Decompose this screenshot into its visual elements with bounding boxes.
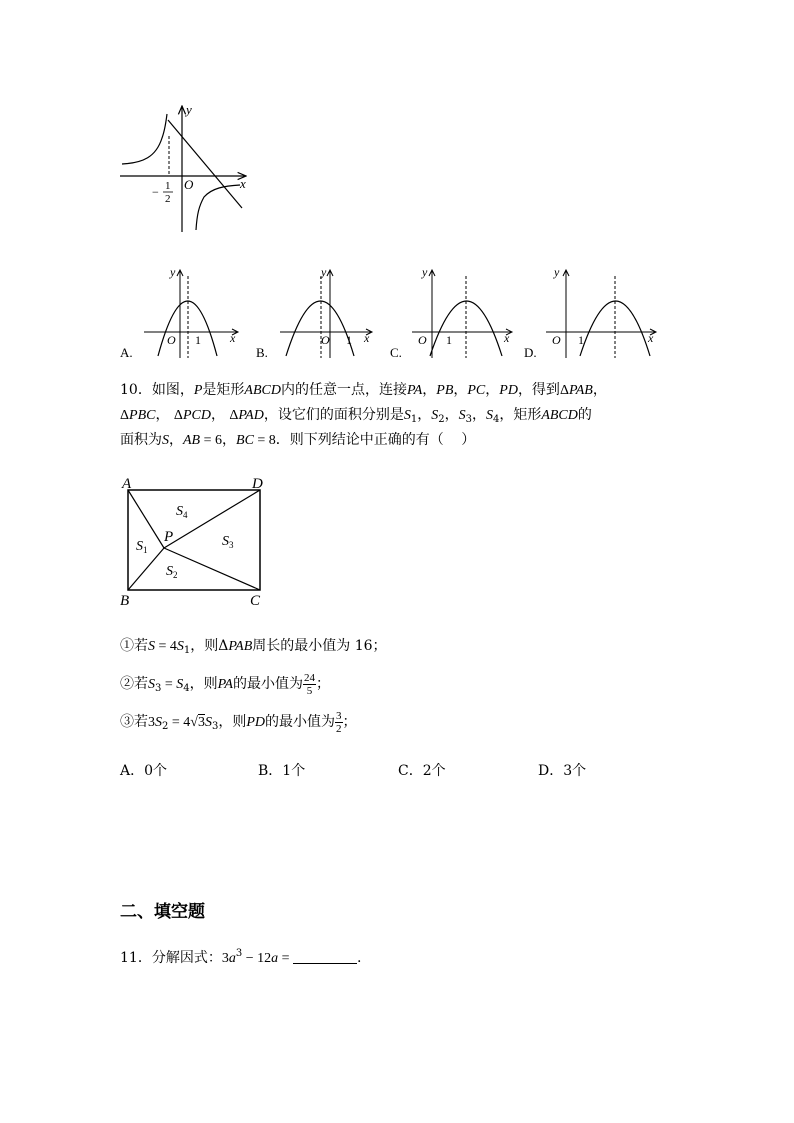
coef: 3: [148, 715, 155, 730]
text: =: [278, 951, 294, 966]
origin-label: O: [552, 333, 561, 347]
answer-blank[interactable]: [293, 949, 357, 964]
seg-pa: PA: [406, 383, 423, 398]
statement-3: [120, 708, 357, 741]
one-label: 1: [446, 333, 452, 347]
area-s4: S: [485, 408, 493, 423]
exponent: 3: [235, 948, 243, 959]
vertex-d: D: [252, 476, 263, 492]
rectangle-figure: [114, 474, 274, 614]
label-s3: $S_3$: [222, 534, 234, 550]
y-axis-label: y: [186, 102, 192, 117]
vertex-c: C: [250, 593, 261, 609]
seg-pc: PC: [467, 383, 486, 398]
comma: ，: [417, 407, 432, 423]
comma: ，: [422, 382, 437, 398]
x-label: x: [230, 331, 236, 345]
x-label: x: [364, 331, 370, 345]
one-label: 1: [346, 333, 352, 347]
point-p: P: [193, 383, 203, 398]
x-label: x: [504, 331, 510, 345]
triangle-symbol: Δ: [229, 408, 239, 423]
text: = 8．则下列结论中正确的有（ ）: [253, 433, 476, 448]
option-letter: A.: [120, 345, 133, 360]
y-label: y: [422, 265, 428, 279]
y-label: y: [170, 265, 176, 279]
rect-name: ABCD: [541, 408, 578, 423]
sub: 3: [155, 683, 162, 694]
origin-label: O: [321, 333, 330, 347]
comma: ，: [155, 407, 170, 423]
text: = 6，: [200, 433, 237, 448]
seg-pc: [164, 548, 260, 590]
section-title: 二、填空题: [120, 902, 205, 922]
text: ，则: [218, 714, 247, 730]
y-label: y: [554, 265, 560, 279]
text: ，则Δ: [190, 638, 229, 654]
option-letter: C.: [390, 345, 402, 360]
text: 面积为: [120, 432, 162, 448]
text: 的最小值为: [265, 714, 336, 730]
seg-bc: BC: [236, 433, 254, 448]
rectangle-abcd: [128, 490, 260, 590]
comma: ，: [471, 407, 486, 423]
comma: ，: [485, 382, 500, 398]
sub: 1: [410, 414, 418, 425]
tri-pad: PAD: [238, 408, 264, 423]
area-s: S: [148, 639, 155, 654]
comma: ，: [444, 407, 459, 423]
text: 周长的最小值为 16；: [252, 638, 387, 654]
x-label: x: [648, 331, 654, 345]
origin-label: O: [167, 333, 176, 347]
triangle-symbol: Δ: [120, 408, 130, 423]
sqrt-symbol: √: [190, 715, 198, 730]
text: ；: [342, 714, 357, 730]
seg-pb: PB: [436, 383, 454, 398]
triangle-symbol: Δ: [173, 408, 183, 423]
text: = 4: [168, 715, 191, 730]
area-s2: S: [155, 715, 162, 730]
var-a: a: [271, 951, 279, 966]
text: ③若: [120, 714, 148, 730]
area-s2: S: [431, 408, 439, 423]
q10-line-1: [120, 380, 607, 401]
label-s4: $S_4$: [176, 504, 188, 520]
sub: 4: [492, 414, 500, 425]
text: .: [357, 950, 362, 966]
fraction-3-2: $\frac{3}{2}$: [336, 709, 342, 735]
area-s1: S: [176, 639, 184, 654]
y-label: y: [321, 265, 327, 279]
text: ①若: [120, 638, 148, 654]
triangle-symbol: Δ: [559, 383, 569, 398]
radicand: 3: [197, 715, 205, 730]
text: = 4: [155, 639, 177, 654]
answer-a[interactable]: A．0个: [120, 763, 168, 779]
area-s3: S: [148, 677, 155, 692]
text: 是矩形: [202, 382, 245, 398]
fraction-24-5: $\frac{24}{5}$: [303, 671, 315, 697]
tri-pcd: PCD: [182, 408, 211, 423]
area-s: S: [162, 433, 169, 448]
origin-label: O: [418, 333, 427, 347]
origin-label: O: [184, 177, 194, 192]
parabola: [286, 301, 354, 356]
tri-pbc: PBC: [129, 408, 156, 423]
sub: 4: [183, 683, 190, 694]
seg-pa: PA: [217, 677, 233, 692]
text: ，得到: [517, 382, 560, 398]
sub: 2: [162, 721, 169, 732]
text: ，: [169, 432, 183, 448]
comma: ，: [592, 382, 607, 398]
sub: 3: [211, 721, 219, 732]
hyperbola-left-branch: [122, 114, 167, 164]
label-s2: $S_2$: [166, 564, 178, 580]
seg-pd: PD: [499, 383, 518, 398]
text: − 12: [242, 951, 272, 966]
text: ，则: [189, 676, 218, 692]
area-s4: S: [176, 677, 184, 692]
straight-line: [168, 120, 242, 208]
tri-pab: PAB: [568, 383, 593, 398]
one-label: 1: [195, 333, 201, 347]
text: ，矩形: [499, 407, 542, 423]
vertex-b: B: [120, 593, 130, 609]
text: 的最小值为: [232, 676, 303, 692]
tick-neg-sign: −: [152, 185, 159, 199]
text: ；: [315, 676, 330, 692]
answer-b[interactable]: B．1个: [258, 763, 306, 779]
option-letter: B.: [256, 345, 268, 360]
answer-d[interactable]: D．3个: [538, 763, 587, 779]
rect-name: ABCD: [244, 383, 281, 398]
var-a: a: [228, 951, 236, 966]
text: ②若: [120, 676, 148, 692]
seg-pa: [128, 490, 164, 548]
text: 内的任意一点，连接: [280, 382, 407, 398]
option-graph-a: [118, 262, 248, 360]
statement-1: [120, 636, 387, 661]
statement-2: ②若$S_3 = S_4$，则PA的最小值为 $\frac{24}{5}$ ；: [120, 671, 330, 697]
label-s1: $S_1$: [136, 539, 148, 555]
option-letter: D.: [524, 345, 537, 360]
option-graph-d: [522, 262, 662, 360]
tri-pab: PAB: [228, 639, 253, 654]
tick-numerator: 1: [165, 180, 171, 192]
answer-c[interactable]: C．2个: [398, 763, 446, 779]
point-p-label: P: [164, 529, 174, 545]
top-graph: [118, 100, 254, 234]
option-graph-b: [254, 262, 384, 360]
sub: 3: [465, 414, 472, 425]
q10-number: 10．如图，: [120, 382, 194, 398]
coef: 3: [221, 951, 229, 966]
text: ，设它们的面积分别是: [263, 407, 404, 423]
option-graph-c: [390, 262, 520, 360]
q10-line-3: [120, 430, 475, 451]
sub: 2: [438, 414, 445, 425]
comma: ，: [210, 407, 225, 423]
one-label: 1: [578, 333, 584, 347]
seg-ab: AB: [183, 433, 201, 448]
area-s3: S: [458, 408, 466, 423]
sub: 1: [183, 645, 191, 656]
x-axis-label: x: [240, 176, 246, 191]
text: 的: [577, 407, 592, 423]
area-s1: S: [403, 408, 411, 423]
seg-pd: PD: [246, 715, 266, 730]
vertex-a: A: [122, 476, 132, 492]
q10-line-2: [120, 405, 592, 430]
q11-prompt: 11．分解因式：: [120, 950, 222, 966]
comma: ，: [453, 382, 468, 398]
area-s3: S: [204, 715, 212, 730]
q11: [120, 944, 361, 969]
hyperbola-right-branch: [196, 185, 240, 230]
seg-pd: [164, 490, 260, 548]
tick-denominator: 2: [165, 193, 171, 205]
